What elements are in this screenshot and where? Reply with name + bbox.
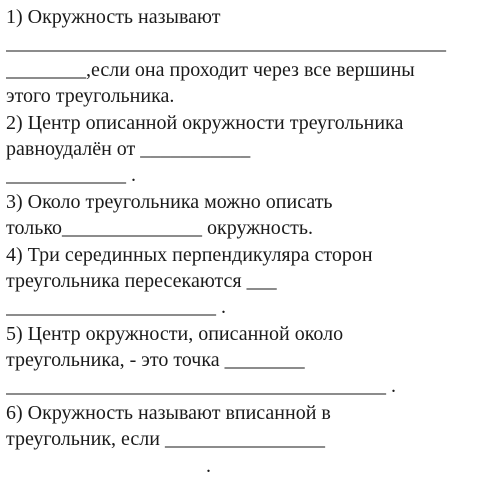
q5-line-1: 5) Центр окружности, описанной около <box>6 322 344 345</box>
q1-line-3: ________,если она проходит через все вершины <box>6 58 415 81</box>
q4-line-2: треугольника пересекаются ___ <box>6 269 277 292</box>
q1-line-1: 1) Окружность называют <box>6 6 221 28</box>
q3-line-1: 3) Около треугольника можно описать <box>6 190 333 213</box>
q1-line-4: этого треугольника. <box>6 85 175 108</box>
q1-line-2: ____________________________________________ <box>6 32 446 55</box>
q5-line-3: ______________________________________ . <box>6 375 396 398</box>
q4-line-3: _____________________ . <box>6 296 226 319</box>
q2-line-1: 2) Центр описанной окружности треугольника <box>6 111 404 134</box>
q5-line-2: треугольника, - это точка ________ <box>6 349 305 372</box>
q2-line-3: ____________ . <box>6 164 136 187</box>
q2-line-2: равноудалён от ___________ <box>6 137 251 160</box>
q6-line-1: 6) Окружность называют вписанной в <box>6 401 331 424</box>
q4-line-1: 4) Три серединных перпендикуляра сторон <box>6 243 373 266</box>
q6-line-3: . <box>6 454 211 477</box>
q3-line-2: только______________ окружность. <box>6 217 313 240</box>
q6-line-2: треугольник, если ________________ <box>6 428 325 451</box>
